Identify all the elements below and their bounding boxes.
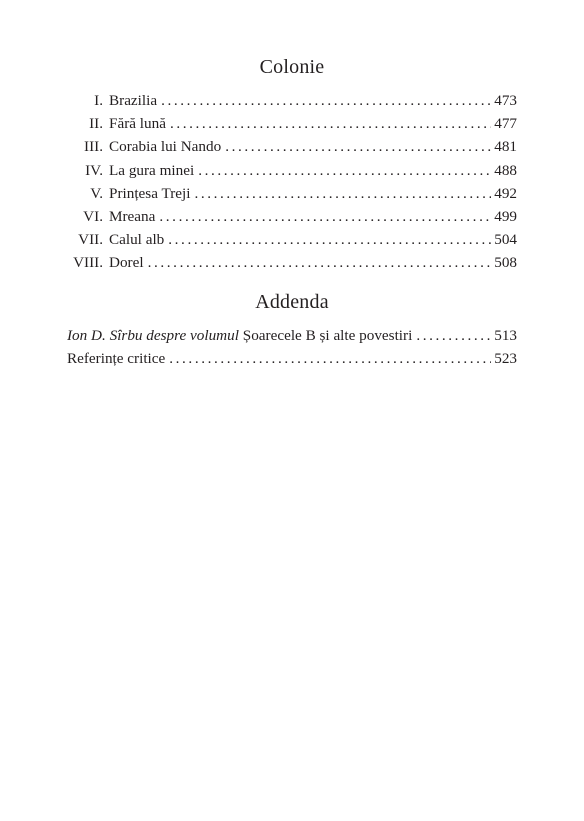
entry-number: VI. (83, 207, 103, 225)
toc-entry (67, 347, 517, 370)
entry-number: VIII. (73, 254, 103, 272)
toc-entry (67, 205, 517, 228)
entry-title: Brazilia (109, 92, 158, 109)
toc-list-colonie (67, 89, 517, 275)
section-heading-addenda: Addenda (255, 291, 329, 313)
section-heading-colonie: Colonie (259, 56, 325, 78)
toc-entry (67, 228, 517, 251)
entry-title: Corabia lui Nando (109, 138, 222, 156)
entry-title: La gura minei (109, 161, 195, 179)
entry-title: Dorel (109, 254, 144, 272)
entry-page-number: 499 (494, 207, 517, 225)
entry-page-number: 488 (494, 161, 517, 179)
toc-entry (67, 135, 517, 158)
entry-page-number: 473 (494, 92, 517, 109)
entry-title: Fără lună (109, 115, 166, 133)
toc-entry (67, 112, 517, 135)
dot-leader (166, 112, 491, 135)
toc-entry (67, 89, 517, 112)
entry-page-number: 504 (494, 231, 517, 249)
entry-title (67, 324, 412, 347)
dot-leader (221, 135, 491, 158)
entry-number: V. (90, 184, 103, 202)
entry-page-number: 513 (494, 327, 517, 344)
entry-page-number: 508 (494, 254, 517, 272)
entry-page-number: 481 (494, 138, 517, 156)
dot-leader (157, 89, 491, 112)
toc-entry (67, 182, 517, 205)
entry-page-number: 523 (494, 350, 517, 368)
entry-title: Referințe critice (67, 350, 166, 368)
entry-title: Mreana (109, 207, 156, 225)
toc-entry (67, 251, 517, 274)
entry-title: Calul alb (109, 231, 165, 249)
dot-leader (194, 159, 491, 182)
entry-number: VII. (78, 231, 103, 249)
dot-leader (412, 324, 491, 347)
dot-leader (190, 182, 491, 205)
entry-page-number: 492 (494, 184, 517, 202)
toc-entry (67, 324, 517, 347)
entry-title-italic: Ion D. Sîrbu despre volumul (67, 327, 239, 344)
entry-number: II. (89, 115, 103, 133)
dot-leader (164, 228, 491, 251)
entry-title-book: Șoarecele B și alte povestiri (242, 327, 413, 344)
dot-leader (155, 205, 491, 228)
entry-number: IV. (85, 161, 103, 179)
entry-title: Prințesa Treji (109, 184, 191, 202)
entry-number: I. (94, 92, 103, 109)
dot-leader (165, 347, 491, 370)
entry-page-number: 477 (494, 115, 517, 133)
toc-entry (67, 159, 517, 182)
dot-leader (144, 251, 491, 274)
entry-number: III. (84, 138, 103, 156)
toc-list-addenda (67, 324, 517, 370)
